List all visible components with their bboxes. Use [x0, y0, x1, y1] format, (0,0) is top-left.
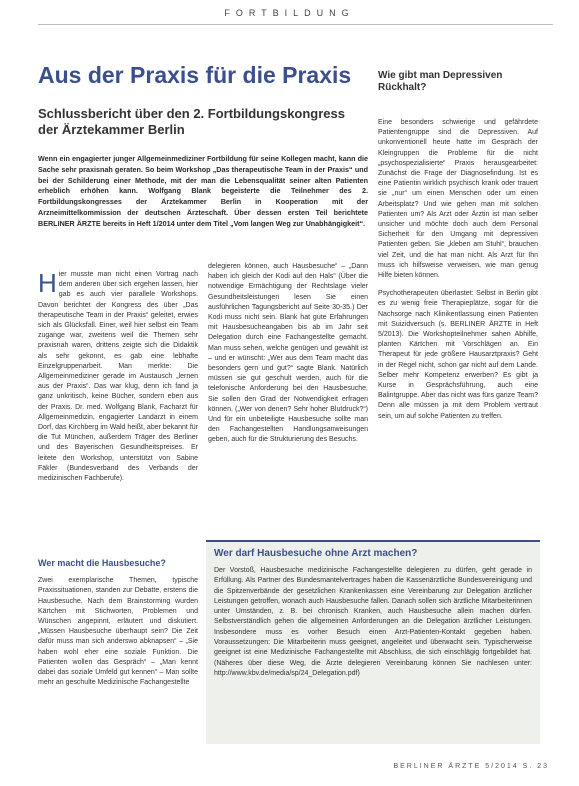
column-1-text: ier musste man nicht einen Vortrag nach dem anderen über sich ergehen lassen, hier gab es auch vier parallele Workshops. Davon berichtet der Kongress des über „Das therapeutische Team in der Praxis“ geleitet, erwies sich als Glücksfall. Einer, weil hier selbst ein Team zugange war, zweitens weil die Themen sehr praxisnah waren, drittens zeigte sich die Didaktik als sehr gekonnt, es gab eine lebhafte Einzelgruppenarbeit. Man merkte: Die Allgemeinmediziner gerade im Austausch „lernen aus der Praxis“. Das war klug, denn ich fand ja ganz unkritisch, keine Bücher, sondern eben aus der Praxis. Dr. med. Wolfgang Blank, Facharzt für Allgemeinmedizin, engagierter Landarzt in einem Dorf, das Kirchberg im Wald heißt, aber bekannt für die Tut München, außerdem Träger des Berliner und des Bayerischen Gesundheitspreises. Er leitete den Workshop, unterstützt von Sabine Fäkler (Bundesverband des Verbands der medizinischen Fachberufe). — [38, 271, 198, 483]
top-rule — [38, 24, 553, 25]
column-1 — [38, 270, 198, 484]
article-title: Aus der Praxis für die Praxis — [38, 62, 352, 88]
page-footer: BERLINER ÄRZTE 5/2014 S. 23 — [393, 763, 549, 770]
column-1-heading: Wer macht die Hausbesuche? — [38, 558, 166, 568]
article-subtitle: Schlussbericht über den 2. Fortbildungskongress der Ärztekammer Berlin — [38, 106, 345, 137]
info-box-text: Der Vorstoß, Hausbesuche medizinische Fachangestellte delegieren zu dürfen, geht gerade in Erfüllung. Als Partner des Bundesmantelvertrages haben die Kassenärztliche Bundesvereinigung und die Spitzenverbände der gesetzlichen Krankenkassen eine Vereinbarung zur Delegation ärztlicher Leistungen getroffen, wonach auch Hausbesuche fallen. Danach sollen sich ärztliche Mitarbeiterinnen unter Umständen, z. B. bei chronisch Kranken, auch Hausbesuche allein machen dürfen. Selbstverständlich gehen die allgemeinen Anforderungen an die Delegation ärztlicher Leistungen. Insbesondere muss es vorher Besuch einen Arzt-Patienten-Kontakt gegeben haben. Voraussetzungen: Die Mitarbeiterin muss geeignet, angeleitet und überwacht sein. Typischerweise geeignet ist eine Medizinische Fachangestellte mit Abschluss, die sich einschlägig fortgebildet hat. (Näheres über diese Weg, die Ärzte delegieren Vereinbarung können Sie nachlesen unter: http://www.kbv.de/media/sp/24_Delegation.pdf) — [214, 567, 532, 677]
column-3-text: Eine besonders schwierige und gefährdete Patientengruppe sind die Depressiven. Auf unkonventionell heute hatte im Gespräch der Kleingruppen die Probleme für die nicht „psychospezialisierte“ Praxis herausgearbeitet: Zunächst die Frage der Diagnosefindung. Ist es eine Patientin wirklich psychisch krank oder trauert sie „nur“ um einen Menschen oder um einen Arbeitsplatz? Und wie gehen man mit solchen Patienten um? Als Arzt oder Ärztin ist man selber unsicher und möchte doch auch dem Personal Sicherheit für den Umgang mit depressiven Patienten geben. Sie „kleben am Stuhl“, brauchen viel Zeit, und die hat man nicht. Als Arzt für Ihn muss ich hilfsweise verweisen, wie man genug Hilfe bieten können. — [378, 119, 538, 280]
column-1-section — [38, 558, 198, 688]
column-2 — [208, 262, 368, 446]
column-3-heading: Wie gibt man Depressiven Rückhalt? — [378, 70, 503, 93]
drop-cap: H — [38, 268, 57, 298]
column-1-text-2: Zwei exemplarische Themen, typische Praxissituationen, standen zur Debatte, erstens die Hausbesuche. Nach dem Brainstorming wurden Kärtchen mit Stichworten, Problemen und Wünschen angepinnt, erläutert und diskutiert. „Müssen Hausbesuche überhaupt sein? Die Zeit dafür muss man sich anderswo abknapsen“ – „Sie haben wohl eher eine soziale Funktion. Die Patienten wollen das Gespräch“ – „Man kennt dabei das soziale Umfeld gut kennen“ – Man sollte mehr an geschulte Medizinische Fachangestellte — [38, 577, 198, 687]
column-2-text: delegieren können, auch Hausbesuche“ – „Dann haben ich gleich der Kodi auf den Hals“ (Über die notwendige Ermächtigung der Rechtslage vieler Gesundheitsleistungen lesen Sie einen ausführlichen Tagungsbericht auf Seite 30-35.) Der Kodi muss nicht sein. Blank hat gute Erfahrungen mit Hausbesucheangaben bis ab im Jahr seit Delegation durch eine Fachangestellte gemacht. Man muss sehen, welche genügen und gewählt ist – und er wünscht: „Wer aus dem Team macht das besonders gern und gut?“ sagte Blank. Natürlich müssen sie gut geschult werden, auch für die telefonische Anforderung bei den Hausbesuche. Sie sollen den Grad der Notwendigkeit erfragen können. („Wer von denen? Sehr hoher Blutdruck?“) Und für ein unbeteiligte Hausbesuche sollte man den Fachangestellten Handlungsanweisungen geben, auch für die Strukturierung des Besuchs. — [208, 263, 368, 444]
column-3-text-2: Psychotherapeuten überlastet: Selbst in Berlin gibt es zu wenig freie Therapieplätze, sogar für die Nachsorge nach Klinikentlassung einen Patienten mit Suizidversuch (s. BERLINER ÄRZTE in Heft 5/2013). Die Workshopteilnehmer sahen Abhilfe, planten Kärtchen mit Vorschlägen an. Ein Therapeut für jede größere Hausarztpraxis? Geht in der Regel nicht, schon gar nicht auf dem Lande. Selber mehr Kompetenz erwerben? Es gibt ja Kurse in Gesprächsführung, auch eine Balintgruppe. Aber das nicht was fürs ganze Team? Denn alle müssen ja mit dem Problem vertraut sein, um auf solche Patienten zu treffen. — [378, 290, 538, 420]
info-box — [206, 540, 540, 744]
info-box-title: Wer darf Hausbesuche ohne Arzt machen? — [214, 548, 418, 559]
article-lead: Wenn ein engagierter junger Allgemeinmediziner Fortbildung für seine Kollegen macht, kann die Sache sehr praxisnah geraten. So beim Workshop „Das therapeutische Team in der Praxis“ und bei der Schilderung einer Methode, mit der man die Lebensqualität seiner alten Patienten erheblich erhöhen kann. Wolfgang Blank begeisterte die Teilnehmer des 2. Fortbildungskongresses der Ärztekammer Berlin in Kooperation mit der Arzneimittelkommission der deutschen Ärzteschaft. Über dessen ersten Teil berichtete BERLINER ÄRZTE bereits in Heft 1/2014 unter dem Titel „Vom langen Weg zur Unabhängigkeit“. — [38, 154, 368, 228]
section-kicker: FORTBILDUNG — [224, 8, 355, 18]
column-3 — [378, 118, 538, 422]
